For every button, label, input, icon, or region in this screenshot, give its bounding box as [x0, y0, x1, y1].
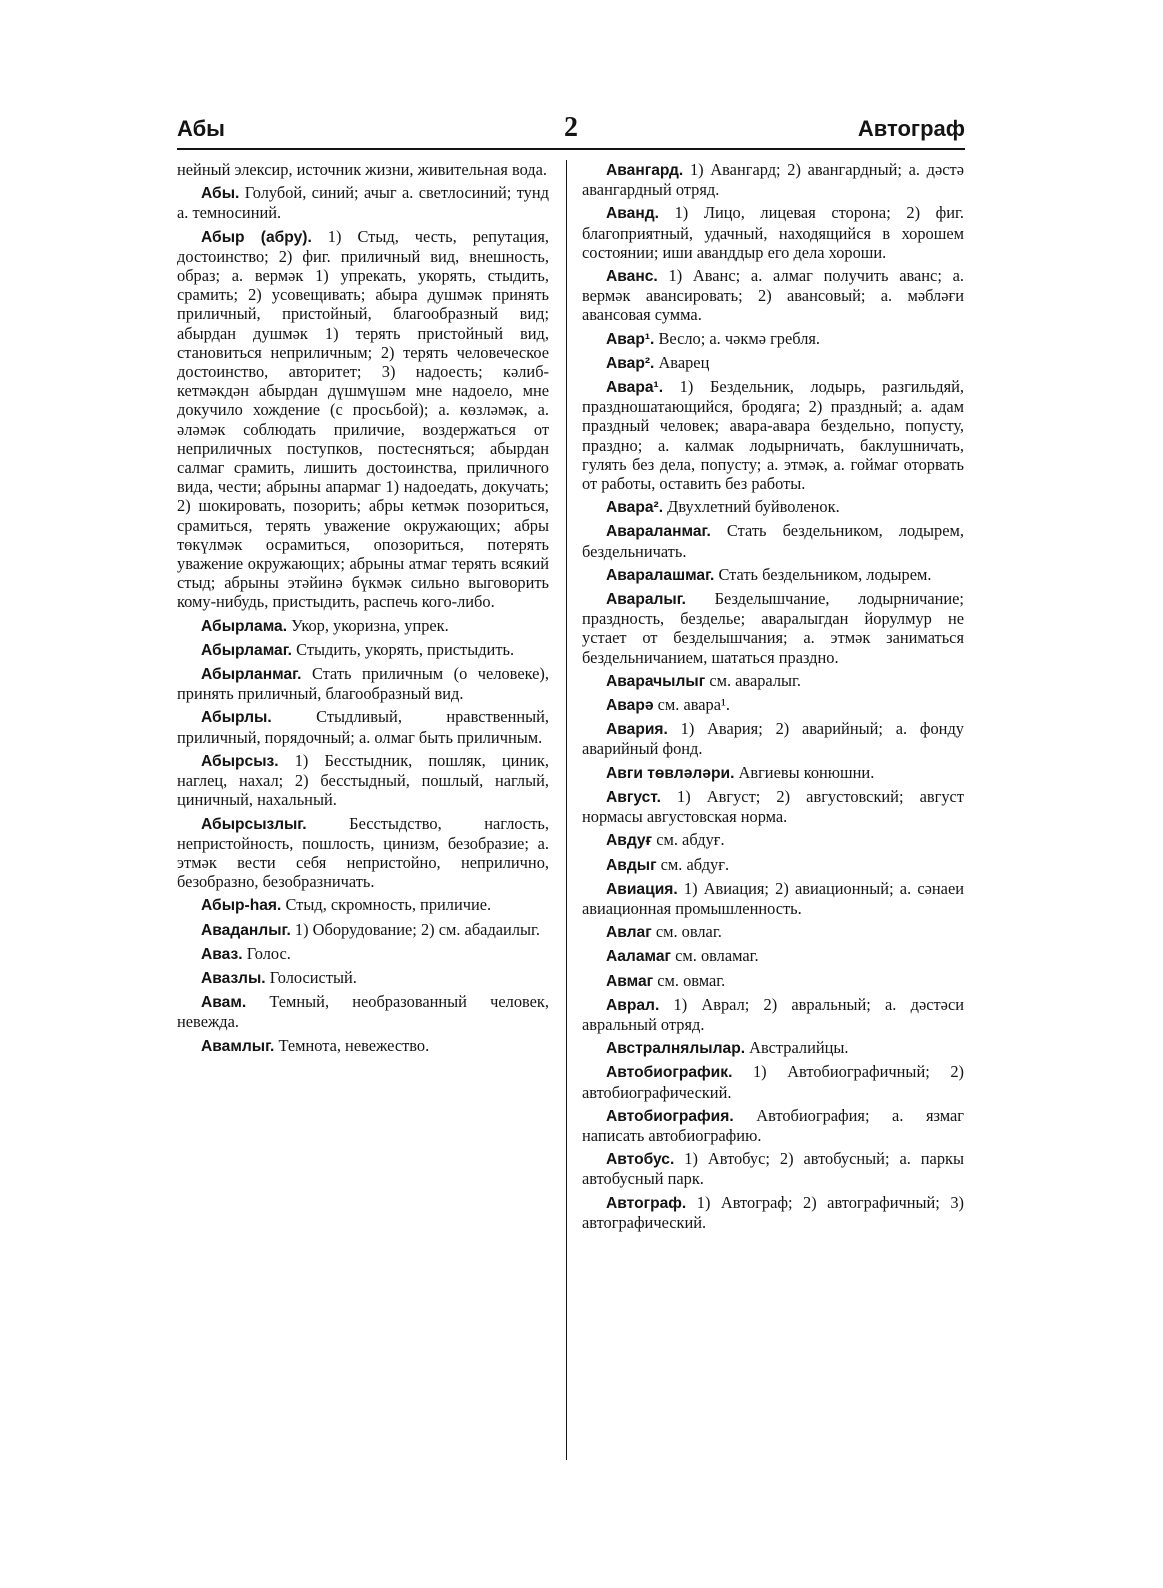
dictionary-entry [177, 616, 549, 636]
entry-headword: Авар². [606, 354, 655, 372]
dictionary-entry [177, 992, 549, 1031]
entry-definition: 1) Лицо, лицевая сторона; 2) фиг. благоприятный, удачный, находящийся в хорошем состоянии; иши аванддыр его дела хороши. [582, 203, 964, 262]
entry-definition: 1) Оборудование; 2) см. абадаилыг. [290, 919, 540, 939]
entry-headword: Авги төвләләри. [606, 764, 735, 782]
dictionary-entry [582, 203, 964, 262]
dictionary-entry [177, 751, 549, 810]
header-left-headword: Абы [177, 116, 225, 141]
entry-definition: Стать приличным (о человеке), принять приличный, благообразный вид. [177, 664, 549, 704]
dictionary-entry [177, 664, 549, 703]
dictionary-entry [582, 1193, 964, 1232]
entry-definition: нейный элексир, источник жизни, живительная вода. [177, 160, 548, 179]
entry-definition: Бесстыдство, наглость, непристойность, пошлость, цинизм, безобразие; а. этмәк вести себя непристойно, неприлично, безобразно, безобразничать. [177, 813, 549, 892]
entry-headword: Авдыг [606, 856, 657, 874]
entry-headword: Авария. [606, 721, 668, 739]
dictionary-entry [582, 971, 964, 991]
dictionary-entry [177, 640, 549, 660]
dictionary-entry [582, 1149, 964, 1188]
entry-definition: 1) Авиация; 2) авиационный; а. сәнаеи авиационная промышленность. [582, 878, 964, 918]
entry-definition: Голос. [242, 943, 291, 963]
entry-definition: Стать бездельником, лодырем. [714, 564, 932, 584]
entry-headword: Абырсызлыг. [201, 815, 307, 833]
entry-definition: 1) Авария; 2) аварийный; а. фонду аварийный фонд. [582, 719, 964, 759]
entry-headword: Автобиографик. [606, 1064, 733, 1082]
right-column [582, 160, 964, 1236]
entry-definition: Австралийцы. [745, 1038, 849, 1058]
entry-headword: Автограф. [606, 1194, 687, 1212]
dictionary-entry [177, 1036, 549, 1056]
entry-headword: Абырлама. [201, 617, 288, 635]
dictionary-entry [582, 763, 964, 783]
dictionary-entry [582, 830, 964, 850]
dictionary-entry [177, 814, 549, 892]
dictionary-entry [582, 497, 964, 517]
entry-headword: Абырланмаг. [201, 666, 302, 684]
dictionary-entry [177, 944, 549, 964]
entry-definition: 1) Бездельник, лодырь, разгильдяй, праздношатающийся, бродяга; 2) праздный; а. адам праздный человек; авара-авара бездельно, попусту, праздно; а. калмак лодырничать, баклушничать, гулять без дела, попусту; а. этмәк, а. гоймаг оторвать от работы, оставить без работы. [582, 377, 964, 494]
entry-definition: Весло; а. чәкмә гребля. [654, 328, 821, 348]
dictionary-entry [582, 995, 964, 1034]
entry-definition: Голубой, синий; ачыг а. светлосиний; тунд а. темносиний. [177, 183, 549, 223]
entry-headword: Аварә [606, 697, 654, 715]
entry-headword: Автобиография. [606, 1107, 734, 1125]
entry-definition: 1) Стыд, честь, репутация, достоинство; 2) фиг. приличный вид, внешность, образ; а. вермәк 1) упрекать, укорять, стыдить, срамить; 2) усовещивать; абыра душмәк принять приличный, пристойный, благообразный вид; абырдан душмәк 1) терять пристойный вид, становиться неприличным; 2) терять человеческое достоинство, авторитет; 3) надоесть; кәлиб-кетмәкдән абырдан дүшмүшәм мне надоело, мне докучило хождение (с просьбой); а. көзләмәк, а. әләмәк соблюдать приличие, воздержаться от неприличных поступков, постесняться; абырдан салмаг срамить, лишить достоинства, приличного вида, чести; абрыны апармаг 1) надоедать, докучать; 2) шокировать, позорить; абры кетмәк позориться, срамиться, терять уважение окружающих; абры төкүлмәк осрамиться, опозориться, потерять уважение окружающих; абрыны атмаг терять всякий стыд; абрыны этәйинә бүкмәк сильно выговорить кому-нибудь, пристыдить, распечь кого-либо. [177, 226, 549, 612]
entry-definition: Стыдливый, нравственный, приличный, порядочный; а. олмаг быть приличным. [177, 707, 549, 747]
entry-headword: Авар¹. [606, 330, 655, 348]
dictionary-entry [582, 879, 964, 918]
entry-headword: Австралнялылар. [606, 1040, 746, 1058]
entry-headword: Авдуғ [606, 832, 653, 850]
entry-headword: Август. [606, 788, 661, 806]
entry-headword: Абыр (абру). [201, 228, 312, 246]
entry-headword: Авангард. [606, 162, 684, 179]
entry-headword: Авмаг [606, 972, 654, 990]
entry-headword: Абы. [201, 185, 240, 203]
entry-definition: 1) Автобус; 2) автобусный; а. паркы автобусный парк. [582, 1149, 964, 1189]
entry-headword: Авазлы. [201, 969, 266, 987]
entry-definition: Голосистый. [265, 967, 357, 987]
dictionary-entry [582, 695, 964, 715]
entry-definition: Темнота, невежество. [274, 1035, 430, 1055]
entry-definition: см. аваралыг. [705, 670, 802, 690]
dictionary-entry [582, 855, 964, 875]
entry-headword: Аваралaнмаг. [606, 523, 711, 541]
dictionary-entry [582, 1062, 964, 1101]
entry-headword: Аврал. [606, 996, 660, 1014]
entry-definition: см. овламаг. [671, 946, 759, 966]
entry-headword: Аваданлыг. [201, 921, 291, 939]
dictionary-entry [582, 329, 964, 349]
entry-headword: Аaламаг [606, 948, 672, 966]
entry-definition: 1) Август; 2) августовский; август нормасы августовская норма. [582, 786, 964, 827]
entry-headword: Авлаг [606, 924, 652, 942]
dictionary-entry [582, 1038, 964, 1058]
left-column [177, 160, 549, 1060]
entry-definition: 1) Авангард; 2) авангардный; а. дәстә авангардный отряд. [582, 160, 964, 200]
entry-headword: Абырлы. [201, 709, 272, 727]
entry-definition: 1) Аванс; а. алмаг получить аванс; а. вермәк авансировать; 2) авансовый; а. мәбләғи авансовая сумма. [582, 266, 964, 325]
entry-definition: Автобиография; а. язмаг написать автобиографию. [582, 1105, 964, 1145]
entry-definition: см. абдуғ. [656, 854, 730, 874]
dictionary-entry [582, 353, 964, 373]
entry-headword: Авара¹. [606, 379, 664, 397]
entry-headword: Авамлыг. [201, 1037, 275, 1055]
running-header [177, 108, 965, 144]
page-number: 2 [564, 112, 578, 143]
dictionary-entry [582, 160, 964, 199]
dictionary-entry [177, 227, 549, 612]
dictionary-entry [582, 377, 964, 493]
entry-definition: Авгиевы конюшни. [734, 762, 875, 782]
column-divider [566, 160, 567, 1460]
entry-headword: Аванд. [606, 205, 659, 223]
dictionary-entry [582, 787, 964, 826]
dictionary-entry [582, 266, 964, 325]
entry-headword: Аваралыг. [606, 591, 687, 609]
entry-definition: Безделышчание, лодырничание; праздность, безделье; аваралыгдан йорулмур не устает от безделышчания; а. этмәк заниматься бездельничанием, шататься праздно. [582, 589, 964, 667]
dictionary-entry [582, 521, 964, 560]
dictionary-entry [582, 946, 964, 966]
entry-headword: Аваз. [201, 945, 243, 963]
entry-headword: Автобус. [606, 1151, 675, 1169]
dictionary-entry [582, 565, 964, 585]
entry-definition: 1) Автограф; 2) автографичный; 3) автографический. [582, 1192, 964, 1232]
dictionary-entry [177, 920, 549, 940]
header-right-headword: Автограф [857, 116, 965, 141]
dictionary-entry [582, 671, 964, 691]
dictionary-entry [177, 160, 549, 179]
header-rule [177, 148, 965, 150]
entry-headword: Абырсыз. [201, 752, 279, 770]
entry-definition: Стыдить, укорять, пристыдить. [292, 639, 515, 659]
entry-headword: Авара². [606, 499, 664, 517]
entry-definition: см. овмаг. [653, 970, 726, 990]
dictionary-entry [177, 183, 549, 222]
dictionary-entry [582, 589, 964, 667]
entry-definition: 1) Автобиографичный; 2) автобиографический. [582, 1062, 964, 1102]
entry-definition: Стыд, скромность, приличие. [281, 895, 492, 915]
entry-definition: Темный, необразованный человек, невежда. [177, 992, 549, 1032]
dictionary-entry [177, 707, 549, 746]
dictionary-entry [177, 895, 549, 915]
dictionary-entry [582, 1106, 964, 1145]
dictionary-entry [177, 968, 549, 988]
entry-definition: Стать бездельником, лодырем, бездельничать. [582, 521, 964, 561]
entry-definition: Двухлетний буйволенок. [663, 497, 840, 517]
entry-definition: см. авара¹. [653, 695, 731, 715]
entry-definition: см. абдуғ. [652, 830, 725, 850]
entry-headword: Аваралашмаг. [606, 566, 715, 584]
entry-definition: Аварец [654, 352, 710, 372]
entry-definition: Укор, укоризна, упрек. [287, 615, 449, 635]
entry-headword: Авам. [201, 994, 247, 1012]
dictionary-entry [582, 719, 964, 758]
entry-definition: 1) Бесстыдник, пошляк, циник, наглец, нахал; 2) бесстыдный, пошлый, наглый, циничный, нахальный. [177, 750, 549, 810]
entry-definition: 1) Аврал; 2) авральный; а. дәстәси авральный отряд. [582, 994, 964, 1034]
entry-definition: см. овлаг. [651, 922, 722, 942]
entry-headword: Абырламаг. [201, 641, 292, 659]
dictionary-entry [582, 922, 964, 942]
entry-headword: Абыр-һая. [201, 897, 282, 915]
entry-headword: Авиация. [606, 880, 678, 898]
entry-headword: Аварачылыг [606, 672, 706, 690]
entry-headword: Аванс. [606, 268, 658, 286]
